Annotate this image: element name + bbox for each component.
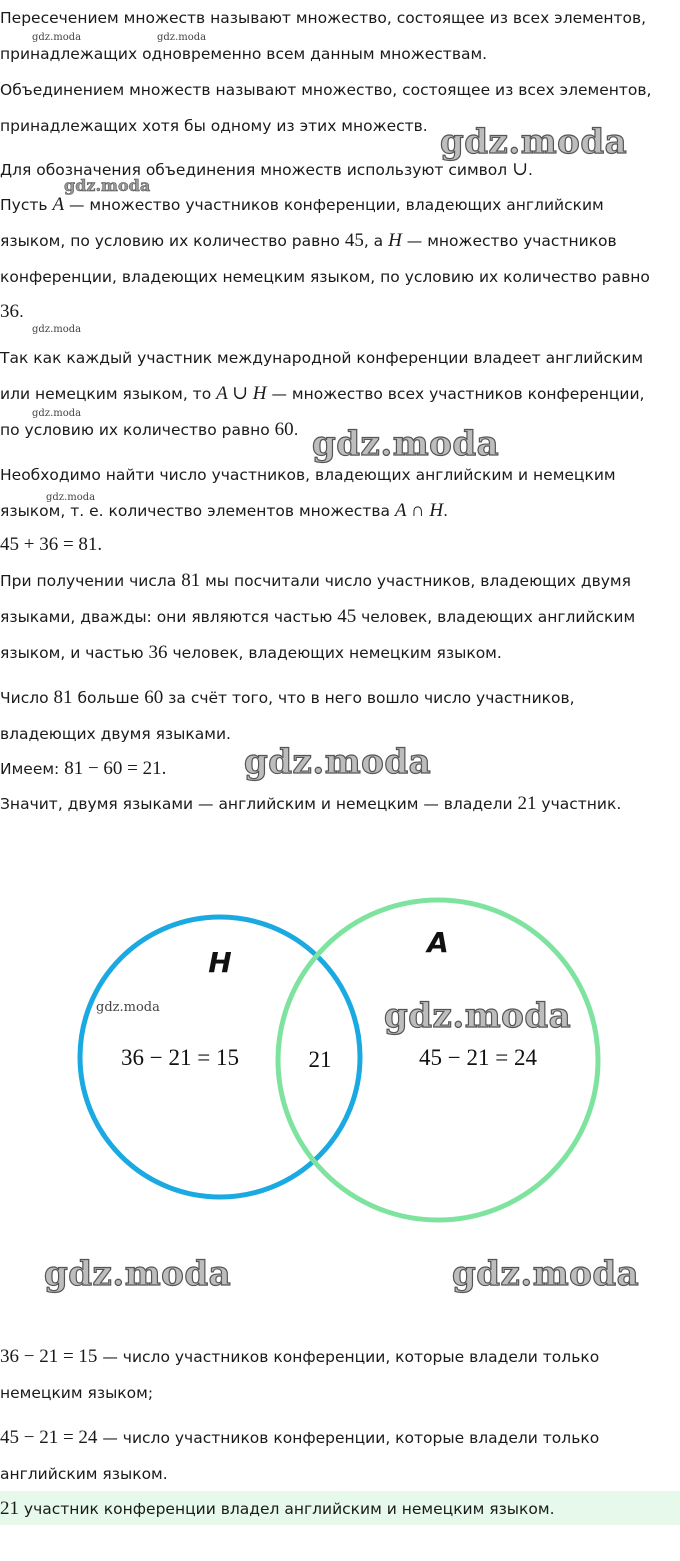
text-line-23 bbox=[0, 1347, 599, 1367]
text-line-17 bbox=[0, 607, 635, 627]
text-fragment: участник. bbox=[536, 795, 622, 813]
text-fragment: или немецким языком, то bbox=[0, 385, 217, 403]
watermark: gdz.moda bbox=[312, 424, 500, 464]
intersection-value: 21 bbox=[308, 1047, 332, 1072]
text-line-3: Объединением множеств называют множество, состоящее из всех элементов, bbox=[0, 81, 652, 99]
text-fragment: . bbox=[528, 161, 533, 179]
watermark: gdz.moda bbox=[384, 996, 572, 1036]
set-H-label: H bbox=[208, 946, 232, 979]
text-fragment: по условию их количество равно bbox=[0, 421, 275, 439]
union-symbol: ∪ bbox=[512, 159, 529, 180]
watermark: gdz.moda bbox=[46, 492, 96, 503]
text-line-18 bbox=[0, 643, 502, 663]
text-fragment: языком, по условию их количество равно bbox=[0, 232, 345, 250]
watermark: gdz.moda bbox=[44, 1254, 232, 1294]
text-fragment: Число bbox=[0, 689, 54, 707]
math-81: 81 bbox=[53, 687, 73, 708]
answer-text bbox=[0, 1499, 555, 1519]
text-fragment: Для обозначения объединения множеств используют символ bbox=[0, 161, 513, 179]
text-line-21 bbox=[0, 759, 166, 779]
text-line-25 bbox=[0, 1428, 599, 1448]
text-fragment: . bbox=[443, 502, 449, 520]
text-fragment: При получении числа bbox=[0, 572, 182, 590]
math-AuH: A ∪ H bbox=[216, 383, 267, 404]
text-fragment: — множество всех участников конференции, bbox=[266, 385, 645, 403]
math-45: 45 bbox=[344, 230, 364, 251]
math-expr: 36 − 21 = 15 bbox=[0, 1346, 98, 1367]
text-line-6 bbox=[0, 195, 604, 215]
text-fragment: больше bbox=[72, 689, 145, 707]
text-line-2: принадлежащих одновременно всем данным множествам. bbox=[0, 45, 488, 63]
text-line-9 bbox=[0, 302, 24, 322]
text-fragment: — множество участников конференции, владеющих английским bbox=[64, 196, 604, 214]
text-line-13: Необходимо найти число участников, владеющих английским и немецким bbox=[0, 466, 616, 484]
text-fragment: — число участников конференции, которые владели только bbox=[97, 1429, 600, 1447]
text-line-15: 45 + 36 = 81. bbox=[0, 534, 103, 555]
watermark: gdz.moda bbox=[452, 1254, 640, 1294]
text-fragment: Значит, двумя языками — английским и немецким — владели bbox=[0, 795, 518, 813]
text-fragment: человек, владеющих английским bbox=[356, 608, 636, 626]
text-fragment: Имеем: bbox=[0, 760, 65, 778]
watermark: gdz.moda bbox=[64, 176, 151, 195]
math-A: A bbox=[52, 194, 65, 215]
watermark: gdz.moda bbox=[244, 742, 432, 782]
text-line-8: конференции, владеющих немецким языком, по условию их количество равно bbox=[0, 268, 650, 286]
text-line-4: принадлежащих хотя бы одному из этих множеств. bbox=[0, 117, 428, 135]
text-fragment: мы посчитали число участников, владеющих двумя bbox=[200, 572, 631, 590]
text-line-20: владеющих двумя языками. bbox=[0, 725, 231, 743]
text-fragment: за счёт того, что в него вошло число участников, bbox=[163, 689, 575, 707]
math-45: 45 bbox=[337, 606, 357, 627]
math-60: 60 bbox=[144, 687, 164, 708]
text-fragment: Пусть bbox=[0, 196, 53, 214]
text-line-11 bbox=[0, 384, 644, 404]
text-fragment: . bbox=[19, 303, 24, 321]
text-fragment: участник конференции владел английским и немецким языком. bbox=[19, 1500, 555, 1518]
text-line-1: Пересечением множеств называют множество, состоящее из всех элементов, bbox=[0, 9, 647, 27]
math-81: 81 bbox=[181, 570, 201, 591]
text-line-22 bbox=[0, 794, 621, 814]
text-line-16 bbox=[0, 571, 631, 591]
math-H: H bbox=[388, 230, 402, 251]
watermark: gdz.moda bbox=[32, 32, 82, 43]
text-line-14 bbox=[0, 501, 448, 521]
text-fragment: языком, и частью bbox=[0, 644, 149, 662]
set-A-label: A bbox=[427, 926, 449, 959]
right-only-value: 45 − 21 = 24 bbox=[419, 1045, 537, 1070]
math-21: 21 bbox=[517, 793, 537, 814]
math-60: 60 bbox=[274, 419, 294, 440]
venn-diagram bbox=[0, 880, 680, 1240]
text-fragment: человек, владеющих немецким языком. bbox=[167, 644, 502, 662]
watermark: gdz.moda bbox=[32, 324, 82, 335]
text-fragment: , а bbox=[363, 232, 389, 250]
left-only-value: 36 − 21 = 15 bbox=[121, 1045, 239, 1070]
math-21: 21 bbox=[0, 1498, 19, 1519]
watermark: gdz.moda bbox=[96, 1000, 160, 1015]
math-expr: 45 − 21 = 24 bbox=[0, 1427, 98, 1448]
text-fragment: . bbox=[293, 421, 299, 439]
text-fragment: — множество участников bbox=[401, 232, 617, 250]
text-fragment: языками, дважды: они являются частью bbox=[0, 608, 338, 626]
text-line-26: английским языком. bbox=[0, 1465, 168, 1483]
text-line-12 bbox=[0, 420, 299, 440]
math-diff: 81 − 60 = 21. bbox=[64, 758, 167, 779]
text-line-10: Так как каждый участник международной конференции владеет английским bbox=[0, 349, 644, 367]
watermark: gdz.moda bbox=[157, 32, 207, 43]
text-line-19 bbox=[0, 688, 575, 708]
text-fragment: языком, т. е. количество элементов множества bbox=[0, 502, 395, 520]
math-AnH: A ∩ H bbox=[394, 500, 444, 521]
math-36: 36 bbox=[148, 642, 168, 663]
text-line-24: немецким языком; bbox=[0, 1384, 154, 1402]
watermark: gdz.moda bbox=[32, 408, 82, 419]
math-36: 36 bbox=[0, 301, 19, 322]
text-fragment: — число участников конференции, которые владели только bbox=[97, 1348, 600, 1366]
text-line-7 bbox=[0, 231, 617, 251]
watermark: gdz.moda bbox=[440, 122, 628, 162]
